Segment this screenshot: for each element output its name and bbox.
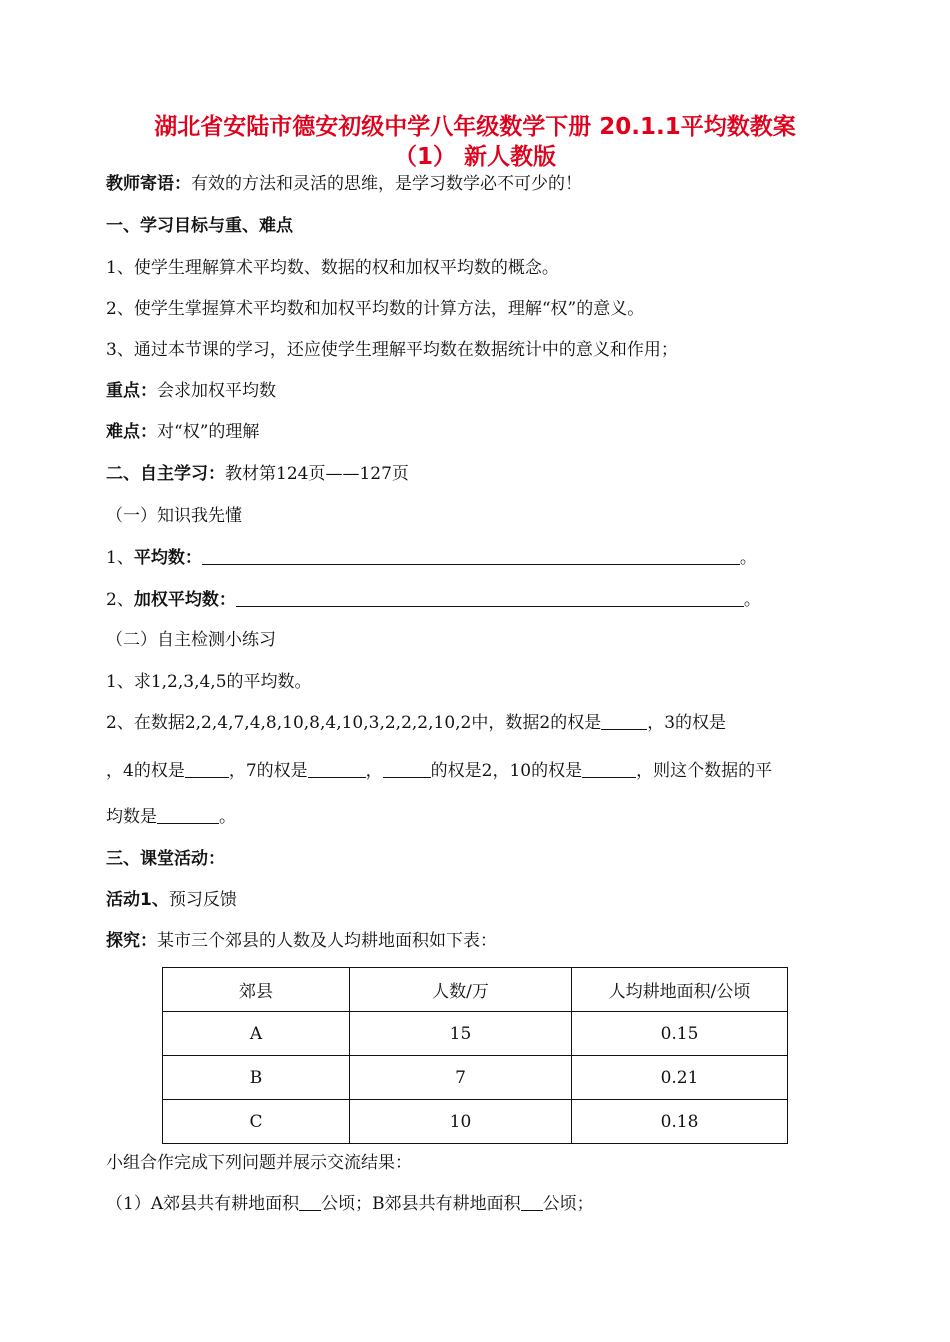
question-average-number: 1、 [106, 548, 134, 568]
table-header-cell: 人均耕地面积/公顷 [572, 968, 788, 1012]
goal-1: 1、使学生理解算术平均数、数据的权和加权平均数的概念。 [106, 258, 559, 278]
section2-pages: 教材第124页——127页 [225, 464, 409, 484]
exercise-2-text-f: 的权是2，10的权是 [430, 761, 583, 781]
table-cell: A [163, 1012, 350, 1056]
blank-mean[interactable] [157, 805, 219, 824]
table-header-cell: 人数/万 [350, 968, 572, 1012]
explore-text: 某市三个郊县的人数及人均耕地面积如下表： [157, 931, 497, 951]
exercise-2-text-i: 。 [219, 807, 236, 827]
blank-area-b[interactable] [521, 1192, 543, 1211]
task-question-1-text-c: 公顷； [542, 1194, 594, 1214]
question-average-end: 。 [739, 548, 757, 568]
activity-1 [106, 888, 237, 912]
table-cell: 0.21 [572, 1056, 788, 1100]
table-cell: C [163, 1100, 350, 1144]
question-weighted-average [106, 588, 761, 612]
section1-heading: 一、学习目标与重、难点 [106, 216, 293, 236]
table-cell: 7 [350, 1056, 572, 1100]
table-header-row [163, 968, 788, 1012]
document-title-line1: 湖北省安陆市德安初级中学八年级数学下册 20.1.1平均数教案 [154, 114, 796, 140]
part2-heading: （二）自主检测小练习 [106, 630, 276, 650]
exercise-2-line3 [106, 805, 236, 829]
key-point [106, 379, 276, 403]
task-question-1 [106, 1192, 594, 1216]
question-average [106, 546, 757, 570]
exercise-2-text-b: ，3的权是 [647, 713, 727, 733]
goal-2: 2、使学生掌握算术平均数和加权平均数的计算方法，理解“权”的意义。 [106, 299, 645, 319]
table-cell: 0.15 [572, 1012, 788, 1056]
exercise-2-text-h: 均数是 [106, 807, 157, 827]
key-point-label: 重点： [106, 381, 157, 401]
question-weighted-end: 。 [743, 590, 761, 610]
table-row [163, 1012, 788, 1056]
difficult-point-text: 对“权”的理解 [157, 422, 260, 442]
table-header-cell: 郊县 [163, 968, 350, 1012]
teacher-note-label: 教师寄语： [106, 174, 191, 194]
answer-blank-average[interactable] [202, 546, 740, 565]
exercise-2-line1 [106, 711, 726, 735]
table-cell: 10 [350, 1100, 572, 1144]
blank-weight-3[interactable] [185, 759, 229, 778]
task-question-1-text-b: 公顷；B郊县共有耕地面积 [321, 1194, 521, 1214]
question-weighted-label: 加权平均数： [133, 590, 236, 610]
exercise-2-line2 [106, 759, 772, 783]
exercise-2-text-d: ，7的权是 [228, 761, 308, 781]
exercise-1: 1、求1,2,3,4,5的平均数。 [106, 672, 312, 692]
exercise-2-text-e: ， [365, 761, 383, 781]
table-row [163, 1100, 788, 1144]
blank-weight-2[interactable] [601, 711, 647, 730]
blank-weight-4[interactable] [308, 759, 366, 778]
explore-label: 探究： [106, 931, 157, 951]
task-question-1-text-a: （1）A郊县共有耕地面积 [106, 1194, 300, 1214]
activity-1-label: 活动1、 [106, 890, 169, 910]
blank-value-weight-2[interactable] [383, 759, 431, 778]
teacher-note-text: 有效的方法和灵活的思维，是学习数学必不可少的！ [191, 174, 582, 194]
table-cell: 0.18 [572, 1100, 788, 1144]
question-average-label: 平均数： [133, 548, 202, 568]
part1-heading [106, 504, 242, 528]
activity-1-text: 预习反馈 [168, 890, 237, 910]
difficult-point-label: 难点： [106, 422, 157, 442]
exercise-2-text-c: ，4的权是 [106, 761, 185, 781]
table-row [163, 1056, 788, 1100]
blank-weight-10[interactable] [582, 759, 636, 778]
part1-heading-text: （一）知识我先懂 [106, 506, 242, 526]
blank-area-a[interactable] [299, 1192, 321, 1211]
question-weighted-number: 2、 [106, 590, 134, 610]
exercise-2-text-g: ，则这个数据的平 [636, 761, 773, 781]
county-table [162, 967, 788, 1144]
section2-heading: 二、自主学习： [106, 464, 225, 484]
goal-3: 3、通过本节课的学习，还应使学生理解平均数在数据统计中的意义和作用； [106, 340, 678, 360]
table-cell: 15 [350, 1012, 572, 1056]
exercise-2-text-a: 2、在数据2,2,4,7,4,8,10,8,4,10,3,2,2,2,10,2中，数据2的权是 [106, 713, 602, 733]
key-point-text: 会求加权平均数 [157, 381, 276, 401]
group-task: 小组合作完成下列问题并展示交流结果： [106, 1153, 412, 1173]
document-title-line2: （1） 新人教版 [393, 144, 556, 170]
section3-heading: 三、课堂活动： [106, 849, 225, 869]
table-cell: B [163, 1056, 350, 1100]
difficult-point [106, 420, 259, 444]
answer-blank-weighted-average[interactable] [236, 588, 744, 607]
teacher-note [106, 172, 582, 196]
section2-heading-line [106, 462, 409, 486]
explore [106, 929, 497, 953]
